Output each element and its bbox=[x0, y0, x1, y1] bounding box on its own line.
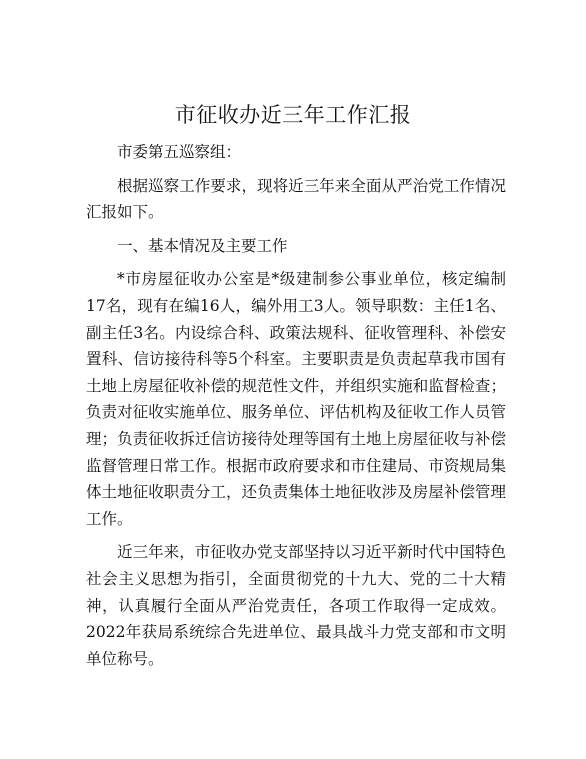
intro-paragraph: 根据巡察工作要求，现将近三年来全面从严治党工作情况汇报如下。 bbox=[86, 176, 506, 222]
document-title: 市征收办近三年工作汇报 bbox=[174, 103, 412, 127]
greeting-line: 市委第五巡察组： bbox=[117, 143, 242, 161]
spacer bbox=[86, 259, 506, 266]
body-paragraph-1: *市房屋征收办公室是*级建制参公事业单位，核定编制17名，现有在编16人，编外用工3人。领导职数：主任1名、副主任3名。内设综合科、政策法规科、征收管理科、补偿安置科、信访接待科等5个科室。主要职责是负责起草我市国有土地上房屋征收补偿的规范性文件，并组织实施和监督检查；负责对征收实施单位、服务单位、评估机构及征收工作人员管理；负责征收拆迁信访接待处理等国有土地上房屋征收与补偿监督管理日常工作。根据市政府要求和市住建局、市资规局集体土地征收职责分工，还负责集体土地征收涉及房屋补偿管理工作。 bbox=[86, 270, 506, 528]
body-paragraph-2: 近三年来，市征收办党支部坚持以习近平新时代中国特色社会主义思想为指引，全面贯彻党的十九大、党的二十大精神，认真履行全面从严治党责任，各项工作取得一定成效。2022年获局系统综合先进单位、最具战斗力党支部和市文明单位称号。 bbox=[86, 543, 506, 668]
spacer bbox=[86, 166, 506, 173]
spacer bbox=[86, 532, 506, 539]
section-heading: 一、基本情况及主要工作 bbox=[117, 236, 288, 255]
document-body bbox=[86, 139, 506, 672]
spacer bbox=[86, 226, 506, 233]
